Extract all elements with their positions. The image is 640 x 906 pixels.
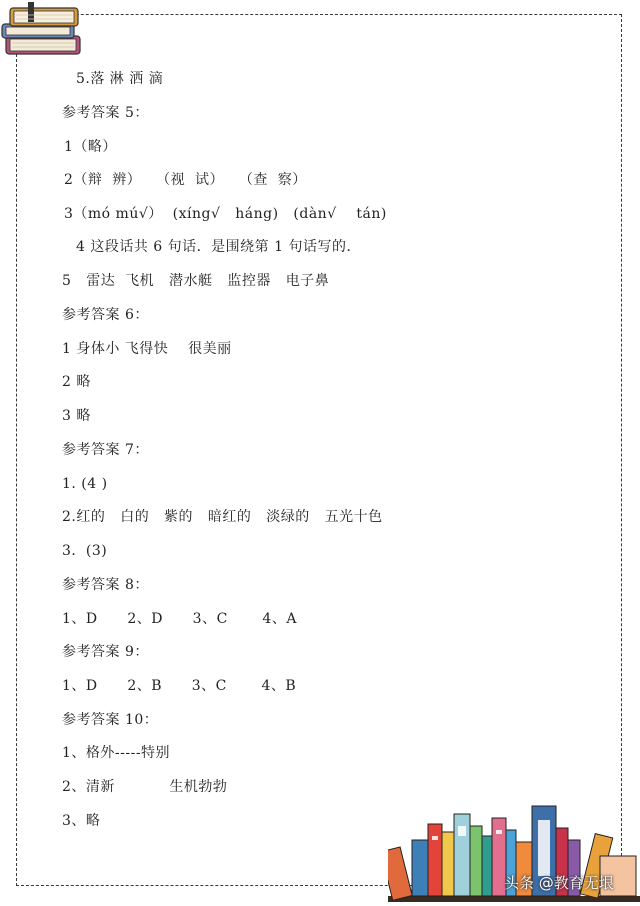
text-line-13: 1. (4 ) [62, 476, 108, 492]
text-line-6: 4 这段话共 6 句话．是围绕第 1 句话写的． [76, 239, 361, 255]
text-line-15: 3．(3) [62, 543, 108, 559]
text-line-16: 参考答案 8： [62, 577, 149, 593]
text-line-21: 1、格外-----特别 [62, 745, 171, 761]
text-line-22: 2、清新 生机勃勃 [62, 779, 228, 795]
text-line-5: 3（mó mú√） (xíng√ háng) (dàn√ tán) [64, 206, 387, 222]
text-line-1: 5.落 淋 洒 滴 [76, 71, 164, 87]
text-line-9: 1 身体小 飞得快 很美丽 [62, 341, 232, 357]
text-line-17: 1、D 2、D 3、C 4、A [62, 611, 297, 627]
text-line-20: 参考答案 10： [62, 712, 159, 728]
text-line-8: 参考答案 6： [62, 307, 149, 323]
text-line-18: 参考答案 9： [62, 644, 149, 660]
text-line-4: 2（辩 辨） （视 试） （查 察） [64, 172, 307, 188]
text-line-23: 3、略 [62, 813, 101, 829]
text-line-11: 3 略 [62, 408, 91, 424]
text-line-2: 参考答案 5： [62, 105, 149, 121]
text-line-19: 1、D 2、B 3、C 4、B [62, 678, 297, 694]
text-line-12: 参考答案 7： [62, 442, 149, 458]
text-line-7: 5 雷达 飞机 潜水艇 监控器 电子鼻 [62, 273, 330, 289]
watermark: 头条 @教育无垠 [504, 874, 614, 892]
text-line-3: 1（略） [64, 139, 117, 155]
text-line-14: 2.红的 白的 紫的 暗红的 淡绿的 五光十色 [62, 509, 383, 525]
text-line-10: 2 略 [62, 374, 91, 390]
book-stack-icon [0, 0, 90, 60]
